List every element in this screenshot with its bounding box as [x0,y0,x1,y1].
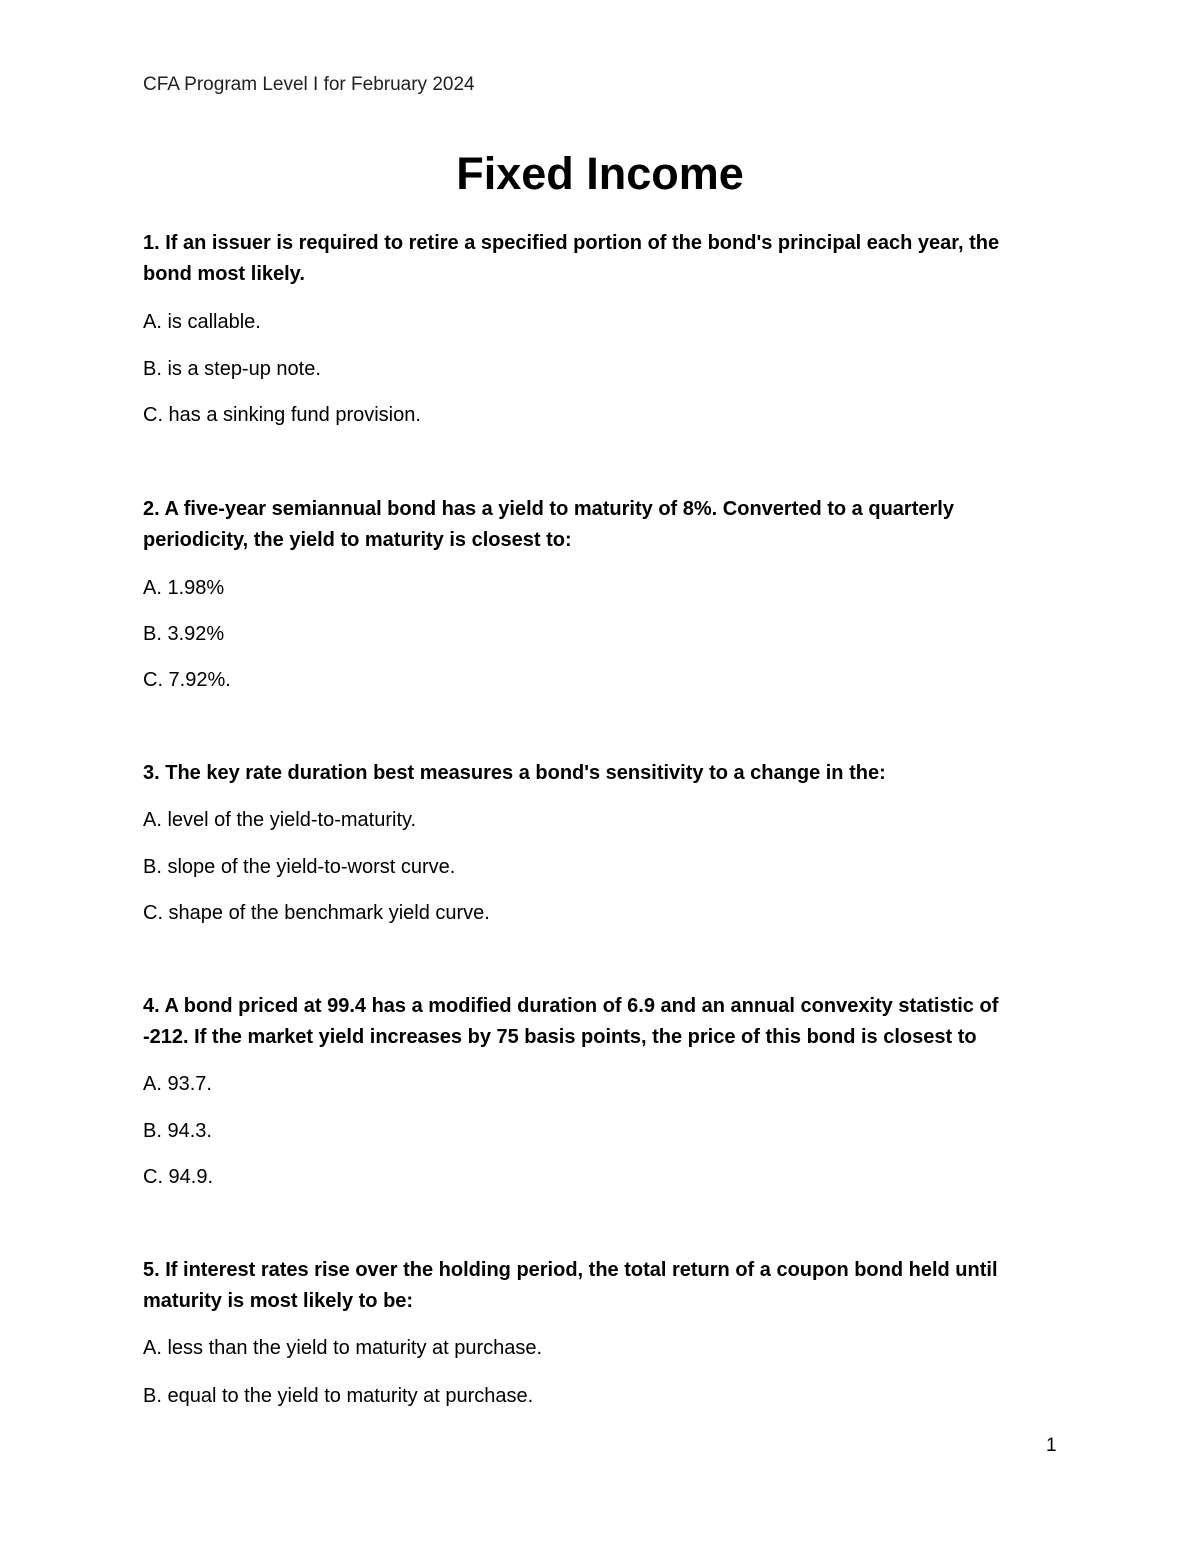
question-block [143,991,1043,1188]
question-text: 5. If interest rates rise over the holding period, the total return of a coupon bond held until maturity is most likely to be: [143,1259,998,1312]
answer-option: C. 94.9. [143,1166,214,1188]
answer-option: C. has a sinking fund provision. [143,404,421,426]
page-number: 1 [1046,1435,1057,1456]
page-title: Fixed Income [456,148,744,199]
question-text: 2. A five-year semiannual bond has a yield to maturity of 8%. Converted to a quarterly periodicity, the yield to maturity is closest to: [143,498,954,551]
answer-option: C. shape of the benchmark yield curve. [143,902,490,924]
question-block [143,758,1043,924]
answer-option: A. is callable. [143,311,261,333]
question-text: 1. If an issuer is required to retire a specified portion of the bond's principal each year, the bond most likely. [143,232,1000,285]
page-header: CFA Program Level I for February 2024 [143,74,475,95]
answer-option: B. 3.92% [143,623,225,645]
answer-option: B. slope of the yield-to-worst curve. [143,856,456,878]
question-block [143,1255,1043,1407]
answer-option: A. less than the yield to maturity at purchase. [143,1337,543,1359]
question-text: 3. The key rate duration best measures a bond's sensitivity to a change in the: [143,762,886,784]
answer-option: B. equal to the yield to maturity at purchase. [143,1385,534,1407]
answer-option: C. 7.92%. [143,669,231,691]
answer-option: A. level of the yield-to-maturity. [143,809,417,831]
answer-option: B. is a step-up note. [143,358,321,380]
question-text: 4. A bond priced at 99.4 has a modified duration of 6.9 and an annual convexity statistic of -212. If the market yield increases by 75 basis points, the price of this bond is closest to [143,995,999,1048]
question-block [143,228,1043,426]
answer-option: A. 93.7. [143,1073,212,1095]
question-block [143,494,1043,691]
answer-option: B. 94.3. [143,1120,212,1142]
answer-option: A. 1.98% [143,577,225,599]
